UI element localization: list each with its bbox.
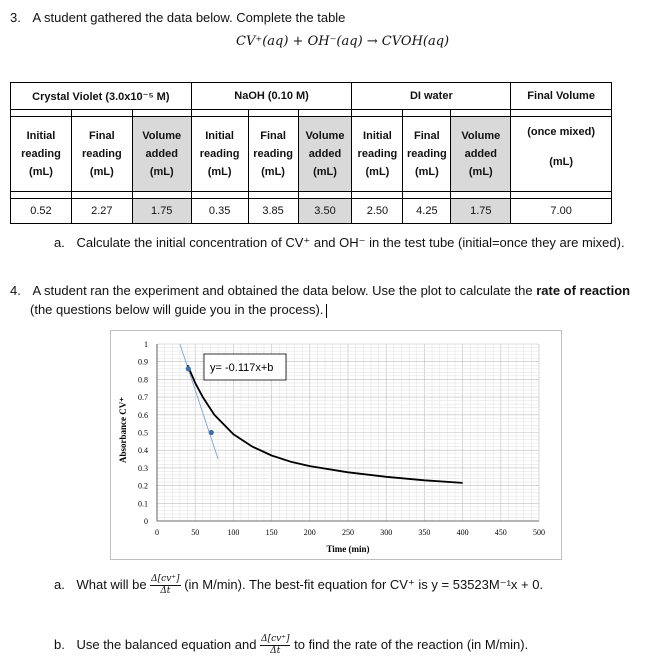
table-cell[interactable]: 3.85: [248, 199, 298, 224]
sub-header-final: (once mixed) (mL): [511, 117, 612, 192]
x-tick-label: 150: [265, 528, 278, 537]
delta-fraction: $\frac{\Delta[cv^+]}{\Delta t}$: [151, 574, 180, 596]
y-tick-label: 0.1: [138, 499, 148, 509]
reaction-equation: CV⁺(aq) + OH⁻(aq) → CVOH(aq): [236, 34, 450, 49]
x-tick-label: 300: [380, 528, 393, 537]
x-axis-label: Time (min): [326, 544, 370, 554]
question-letter: a.: [54, 576, 65, 592]
question-4: [10, 283, 630, 298]
question-4-line2[interactable]: [30, 302, 327, 318]
x-tick-label: 100: [227, 528, 240, 537]
x-tick-label: 400: [456, 528, 469, 537]
group-header-naoh: NaOH (0.10 M): [191, 83, 352, 110]
x-tick-label: 450: [494, 528, 507, 537]
sub-header: Volume added (mL): [298, 117, 352, 192]
table-cell[interactable]: 0.35: [191, 199, 248, 224]
question-number: 4.: [10, 283, 21, 298]
y-tick-label: 0.5: [138, 428, 148, 438]
sub-header: Volume added (mL): [132, 117, 191, 192]
annotation-text: y= -0.117x+b: [210, 362, 274, 374]
table-cell[interactable]: 4.25: [403, 199, 451, 224]
sub-header: Final reading (mL): [71, 117, 132, 192]
table-cell[interactable]: 1.75: [132, 199, 191, 224]
group-header-crystal-violet: Crystal Violet (3.0x10⁻⁵ M): [11, 83, 192, 110]
y-tick-label: 0.4: [138, 446, 148, 456]
group-header-final-volume: Final Volume: [511, 83, 612, 110]
y-tick-label: 1: [144, 340, 148, 349]
x-tick-label: 50: [191, 528, 200, 537]
table-cell[interactable]: 0.52: [11, 199, 72, 224]
sub-header: Initial reading (mL): [191, 117, 248, 192]
x-tick-label: 200: [303, 528, 316, 537]
data-point: [209, 430, 214, 435]
group-header-di-water: DI water: [352, 83, 511, 110]
question-4b: [54, 634, 528, 657]
chart-border: [111, 331, 562, 560]
question-3: [10, 10, 345, 25]
x-tick-label: 0: [155, 528, 159, 537]
absorbance-chart: [110, 330, 562, 560]
question-text: Use the balanced equation and: [76, 636, 257, 652]
sub-header: Volume added (mL): [451, 117, 511, 192]
y-tick-label: 0: [144, 517, 148, 526]
data-table: [10, 82, 612, 224]
delta-fraction: $\frac{\Delta[cv^+]}{\Delta t}$: [261, 634, 290, 656]
data-point: [186, 366, 191, 371]
question-letter: b.: [54, 636, 65, 652]
sub-header: Initial reading (mL): [352, 117, 403, 192]
y-axis-label: Absorbance CV⁺: [118, 396, 128, 464]
table-cell[interactable]: 7.00: [511, 199, 612, 224]
question-emphasis: rate of reaction: [536, 283, 631, 298]
table-cell[interactable]: 1.75: [451, 199, 511, 224]
y-tick-label: 0.6: [138, 410, 148, 420]
x-tick-label: 350: [418, 528, 431, 537]
question-text: A student ran the experiment and obtained the data below. Use the plot to calculate the: [32, 283, 537, 298]
sub-header: Final reading (mL): [403, 117, 451, 192]
y-tick-label: 0.7: [138, 393, 148, 403]
y-tick-label: 0.8: [138, 375, 148, 385]
question-text: Calculate the initial concentration of CV⁺ and OH⁻ in the test tube (initial=once they are mixed).: [76, 235, 625, 250]
question-text: (in M/min). The best-fit equation for CV⁺ is y = 53523M⁻¹x + 0.: [184, 576, 544, 592]
sub-header: Initial reading (mL): [11, 117, 72, 192]
question-letter: a.: [54, 235, 65, 250]
question-text: (the questions below will guide you in the process).: [30, 302, 324, 317]
question-4a: [54, 574, 543, 597]
question-3a: [54, 235, 625, 251]
question-prompt: A student gathered the data below. Complete the table: [32, 10, 346, 25]
sub-header: Final reading (mL): [248, 117, 298, 192]
y-tick-label: 0.3: [138, 463, 148, 473]
table-cell[interactable]: 3.50: [298, 199, 352, 224]
table-cell[interactable]: 2.27: [71, 199, 132, 224]
question-text: to find the rate of the reaction (in M/min).: [294, 636, 529, 652]
y-tick-label: 0.2: [138, 481, 148, 491]
question-number: 3.: [10, 10, 21, 25]
table-cell[interactable]: 2.50: [352, 199, 403, 224]
y-tick-label: 0.9: [138, 357, 148, 367]
x-tick-label: 250: [342, 528, 354, 537]
x-tick-label: 500: [533, 528, 545, 537]
question-text: What will be: [76, 576, 147, 592]
text-cursor: [326, 304, 327, 318]
